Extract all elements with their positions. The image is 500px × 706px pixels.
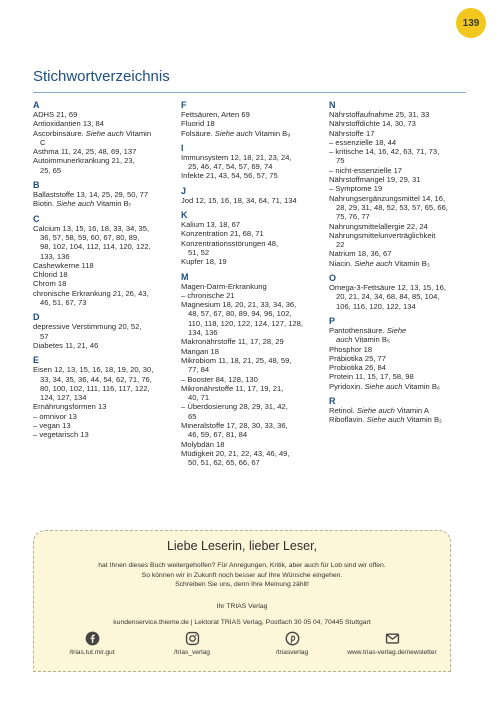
index-entry: Präbiotika 25, 77 (329, 353, 386, 363)
index-entry: Nahrungsmittelunverträglichkeit (329, 230, 436, 240)
feedback-line: Schreiben Sie uns, denn Ihre Meinung zählt! (175, 581, 309, 588)
index-subentry: – vegetarisch 13 (33, 430, 89, 440)
index-letter-heading: R (329, 396, 336, 407)
index-entry: Retinol. Siehe auch Vitamin A (329, 406, 429, 416)
index-entry: Jod 12, 15, 16, 18, 34, 64, 71, 134 (181, 195, 297, 205)
social-link-newsletter[interactable] (342, 631, 442, 656)
index-entry-continuation: 25, 46, 47, 54, 57, 69, 74 (188, 162, 273, 172)
index-entry: chronische Erkrankung 21, 26, 43, (33, 288, 149, 298)
index-entry-continuation: 22 (336, 240, 345, 250)
index-subentry: – kritische 14, 16, 42, 63, 71, 73, (329, 147, 440, 157)
index-letter-heading: C (33, 213, 40, 224)
index-entry: Nährstoffmangel 19, 29, 31 (329, 175, 421, 185)
feedback-signature: Ihr TRIAS Verlag (216, 603, 268, 610)
index-letter-heading: D (33, 312, 40, 323)
index-entry: Mangan 18 (181, 346, 219, 356)
page-title: Stichwortverzeichnis (33, 68, 170, 85)
index-subentry: – Überdosierung 28, 29, 31, 42, (181, 402, 288, 412)
index-entry: Riboflavin. Siehe auch Vitamin B₂ (329, 415, 442, 425)
index-letter-heading: F (181, 100, 187, 110)
index-subentry: – essenzielle 18, 44 (329, 137, 397, 147)
index-entry-continuation: 33, 34, 35, 36, 44, 54, 62, 71, 76, (40, 374, 152, 384)
index-entry: Müdigkeit 20, 21, 22, 43, 46, 49, (181, 448, 290, 458)
index-subentry: – Booster 84, 128, 130 (181, 374, 258, 384)
index-entry: Konzentrationsstörungen 48, (181, 238, 279, 248)
index-entry: Antioxidantien 13, 84 (33, 119, 104, 129)
feedback-line: So können wir in Zukunft noch besser auf Ihre Wünsche eingehen. (141, 571, 343, 579)
index-entry-continuation: 106, 116, 120, 122, 134 (336, 301, 416, 311)
index-entry: Calcium 13, 15, 16, 18, 33, 34, 35, (33, 223, 150, 233)
index-entry: Immunsystem 12, 18, 21, 23, 24, (181, 152, 292, 162)
index-entry-continuation: auch Vitamin B₅ (336, 335, 390, 345)
index-subentry: – Symptome 19 (329, 184, 383, 194)
index-entry: depressive Verstimmung 20, 52, (33, 322, 142, 332)
index-entry-continuation: 46, 59, 67, 81, 84 (188, 430, 248, 440)
index-entry: Mikrobiom 11, 18, 21, 25, 48, 59, (181, 355, 292, 365)
index-entry: Nährstoffdichte 14, 30, 73 (329, 119, 416, 129)
index-letter-heading: O (329, 273, 337, 284)
social-link-facebook[interactable] (42, 631, 142, 656)
title-divider (33, 92, 466, 93)
index-entry-continuation: 51, 52 (188, 247, 210, 257)
index-entry-continuation: 20, 21, 24, 34, 68, 84, 85, 104, (336, 292, 440, 302)
index-entry: Fluorid 18 (181, 119, 215, 129)
feedback-line: hat Ihnen dieses Buch weitergeholfen? Für Anregungen, Kritik, aber auch für Lob sind wir offen. (98, 562, 386, 569)
index-entry: Mikronährstoffe 11, 17, 19, 21, (181, 383, 284, 393)
index-letter-heading: I (181, 142, 184, 153)
index-entry-continuation: 48, 57, 67, 80, 89, 94, 96, 102, (188, 309, 292, 319)
social-label: /trias.tut.mir.gut (69, 649, 115, 656)
index-entry: Natrium 18, 36, 67 (329, 249, 392, 259)
index-subentry: – nicht-essenzielle 17 (329, 165, 403, 175)
index-entry-continuation: 110, 118, 120, 122, 124, 127, 128, (188, 318, 303, 328)
social-link-instagram[interactable] (142, 631, 242, 656)
index-entry: Kalium 13, 18, 67 (181, 220, 241, 230)
index-letter-heading: B (33, 180, 40, 191)
index-entry: ADHS 21, 69 (33, 110, 78, 119)
index-entry-continuation: 75 (336, 156, 345, 166)
index-subentry: – vegan 13 (33, 421, 71, 431)
index-entry: Magnesium 18, 20, 21, 33, 34, 36, (181, 300, 297, 310)
index-entry: Konzentration 21, 68, 71 (181, 229, 264, 239)
index-entry: Nahrungsmittelallergie 22, 24 (329, 221, 428, 231)
feedback-heading: Liebe Leserin, lieber Leser, (166, 539, 318, 553)
index-entry: Asthma 11, 24, 25, 48, 69, 137 (33, 147, 137, 157)
index-entry-continuation: 36, 57, 58, 59, 60, 67, 80, 89, (40, 232, 140, 242)
instagram-icon (185, 631, 200, 646)
index-columns (33, 100, 469, 468)
index-entry: Biotin. Siehe auch Vitamin B₇ (33, 199, 132, 209)
social-link-pinterest[interactable] (242, 631, 342, 656)
index-entry: Protein 11, 15, 17, 58, 98 (329, 372, 414, 382)
index-entry: Niacin. Siehe auch Vitamin B₃ (329, 258, 430, 268)
index-entry-continuation: C (40, 137, 46, 147)
index-column-3 (329, 100, 469, 468)
index-entry-continuation: 98, 102, 104, 112, 114, 120, 122, (40, 242, 151, 252)
index-letter-heading: N (329, 100, 336, 110)
social-label: www.trias-verlag.de/newsletter (347, 649, 437, 656)
index-entry: Ballaststoffe 13, 14, 25, 29, 50, 77 (33, 190, 149, 200)
index-letter-heading: M (181, 271, 189, 282)
index-entry: Chrom 18 (33, 279, 67, 289)
pinterest-icon (285, 631, 300, 646)
index-letter-heading: J (181, 185, 187, 196)
mail-icon (385, 631, 400, 646)
index-entry-continuation: 46, 51, 67, 73 (40, 298, 87, 308)
social-links (42, 631, 442, 656)
index-entry: Pantothensäure. Siehe (329, 325, 407, 335)
index-column-2 (181, 100, 321, 468)
index-entry-continuation: 133, 136 (40, 251, 70, 261)
social-label: /trias_verlag (174, 649, 210, 656)
index-letter-heading: P (329, 315, 336, 326)
index-entry: Nährstoffaufnahme 25, 31, 33 (329, 110, 430, 119)
index-entry-continuation: 80, 100, 102, 111, 116, 117, 122, (40, 383, 150, 393)
page-number: 139 (462, 17, 480, 29)
index-entry: Probiotika 26, 84 (329, 363, 386, 373)
index-entry-continuation: 124, 127, 134 (40, 393, 87, 403)
index-entry: Autoimmunerkrankung 21, 23, (33, 156, 135, 166)
index-entry-continuation: 134, 136 (188, 328, 218, 338)
index-entry-continuation: 40, 71 (188, 393, 210, 403)
page-number-badge (456, 8, 486, 38)
index-entry: Phosphor 18 (329, 344, 373, 354)
index-entry: Infekte 21, 43, 54, 56, 57, 75 (181, 171, 278, 181)
index-letter-heading: E (33, 355, 40, 366)
index-entry-continuation: 28, 29, 31, 48, 52, 53, 57, 65, 66, (336, 202, 448, 212)
index-entry: Nahrungsergänzungsmittel 14, 16, (329, 193, 446, 203)
index-entry: Ernährungsformen 13 (33, 402, 107, 412)
index-entry-continuation: 65 (188, 411, 197, 421)
index-entry-continuation: 57 (40, 331, 49, 341)
index-entry: Nährstoffe 17 (329, 128, 375, 138)
index-entry: Magen-Darm-Erkrankung (181, 281, 267, 291)
index-entry: Fettsäuren, Arten 69 (181, 110, 250, 119)
index-entry-continuation: 25, 65 (40, 165, 62, 175)
feedback-contact: kundenservice.thieme.de | Lektorat TRIAS Verlag, Postfach 30 05 04, 70445 Stuttgart (113, 619, 371, 626)
index-subentry: – omnivor 13 (33, 411, 77, 421)
index-entry: Eisen 12, 13, 15, 16, 18, 19, 20, 30, (33, 365, 154, 375)
index-entry: Kupfer 18, 19 (181, 257, 227, 267)
index-subentry: – chronische 21 (181, 290, 235, 300)
facebook-icon (85, 631, 100, 646)
index-letter-heading: K (181, 210, 188, 221)
index-column-1 (33, 100, 173, 468)
feedback-text (34, 561, 450, 590)
index-entry-continuation: 50, 51, 62, 65, 66, 67 (188, 458, 260, 468)
index-entry: Chlorid 18 (33, 270, 68, 280)
index-entry-continuation: 77, 84 (188, 365, 210, 375)
index-entry-continuation: 75, 76, 77 (336, 212, 370, 222)
index-entry: Pyridoxin. Siehe auch Vitamin B₆ (329, 381, 440, 391)
index-entry: Mineralstoffe 17, 28, 30, 33, 36, (181, 421, 288, 431)
index-entry: Cashewkerne 118 (33, 260, 94, 270)
index-entry: Makronährstoffe 11, 17, 28, 29 (181, 337, 284, 347)
index-letter-heading: A (33, 100, 40, 110)
social-label: /triasverlag (275, 649, 309, 656)
index-entry: Omega-3-Fettsäure 12, 13, 15, 16, (329, 283, 446, 293)
index-entry: Diabetes 11, 21, 46 (33, 340, 99, 350)
index-entry: Folsäure. Siehe auch Vitamin B₉ (181, 128, 291, 138)
index-entry: Molybdän 18 (181, 439, 225, 449)
reader-feedback-box (33, 530, 451, 672)
index-entry: Ascorbinsäure. Siehe auch Vitamin (33, 128, 152, 138)
